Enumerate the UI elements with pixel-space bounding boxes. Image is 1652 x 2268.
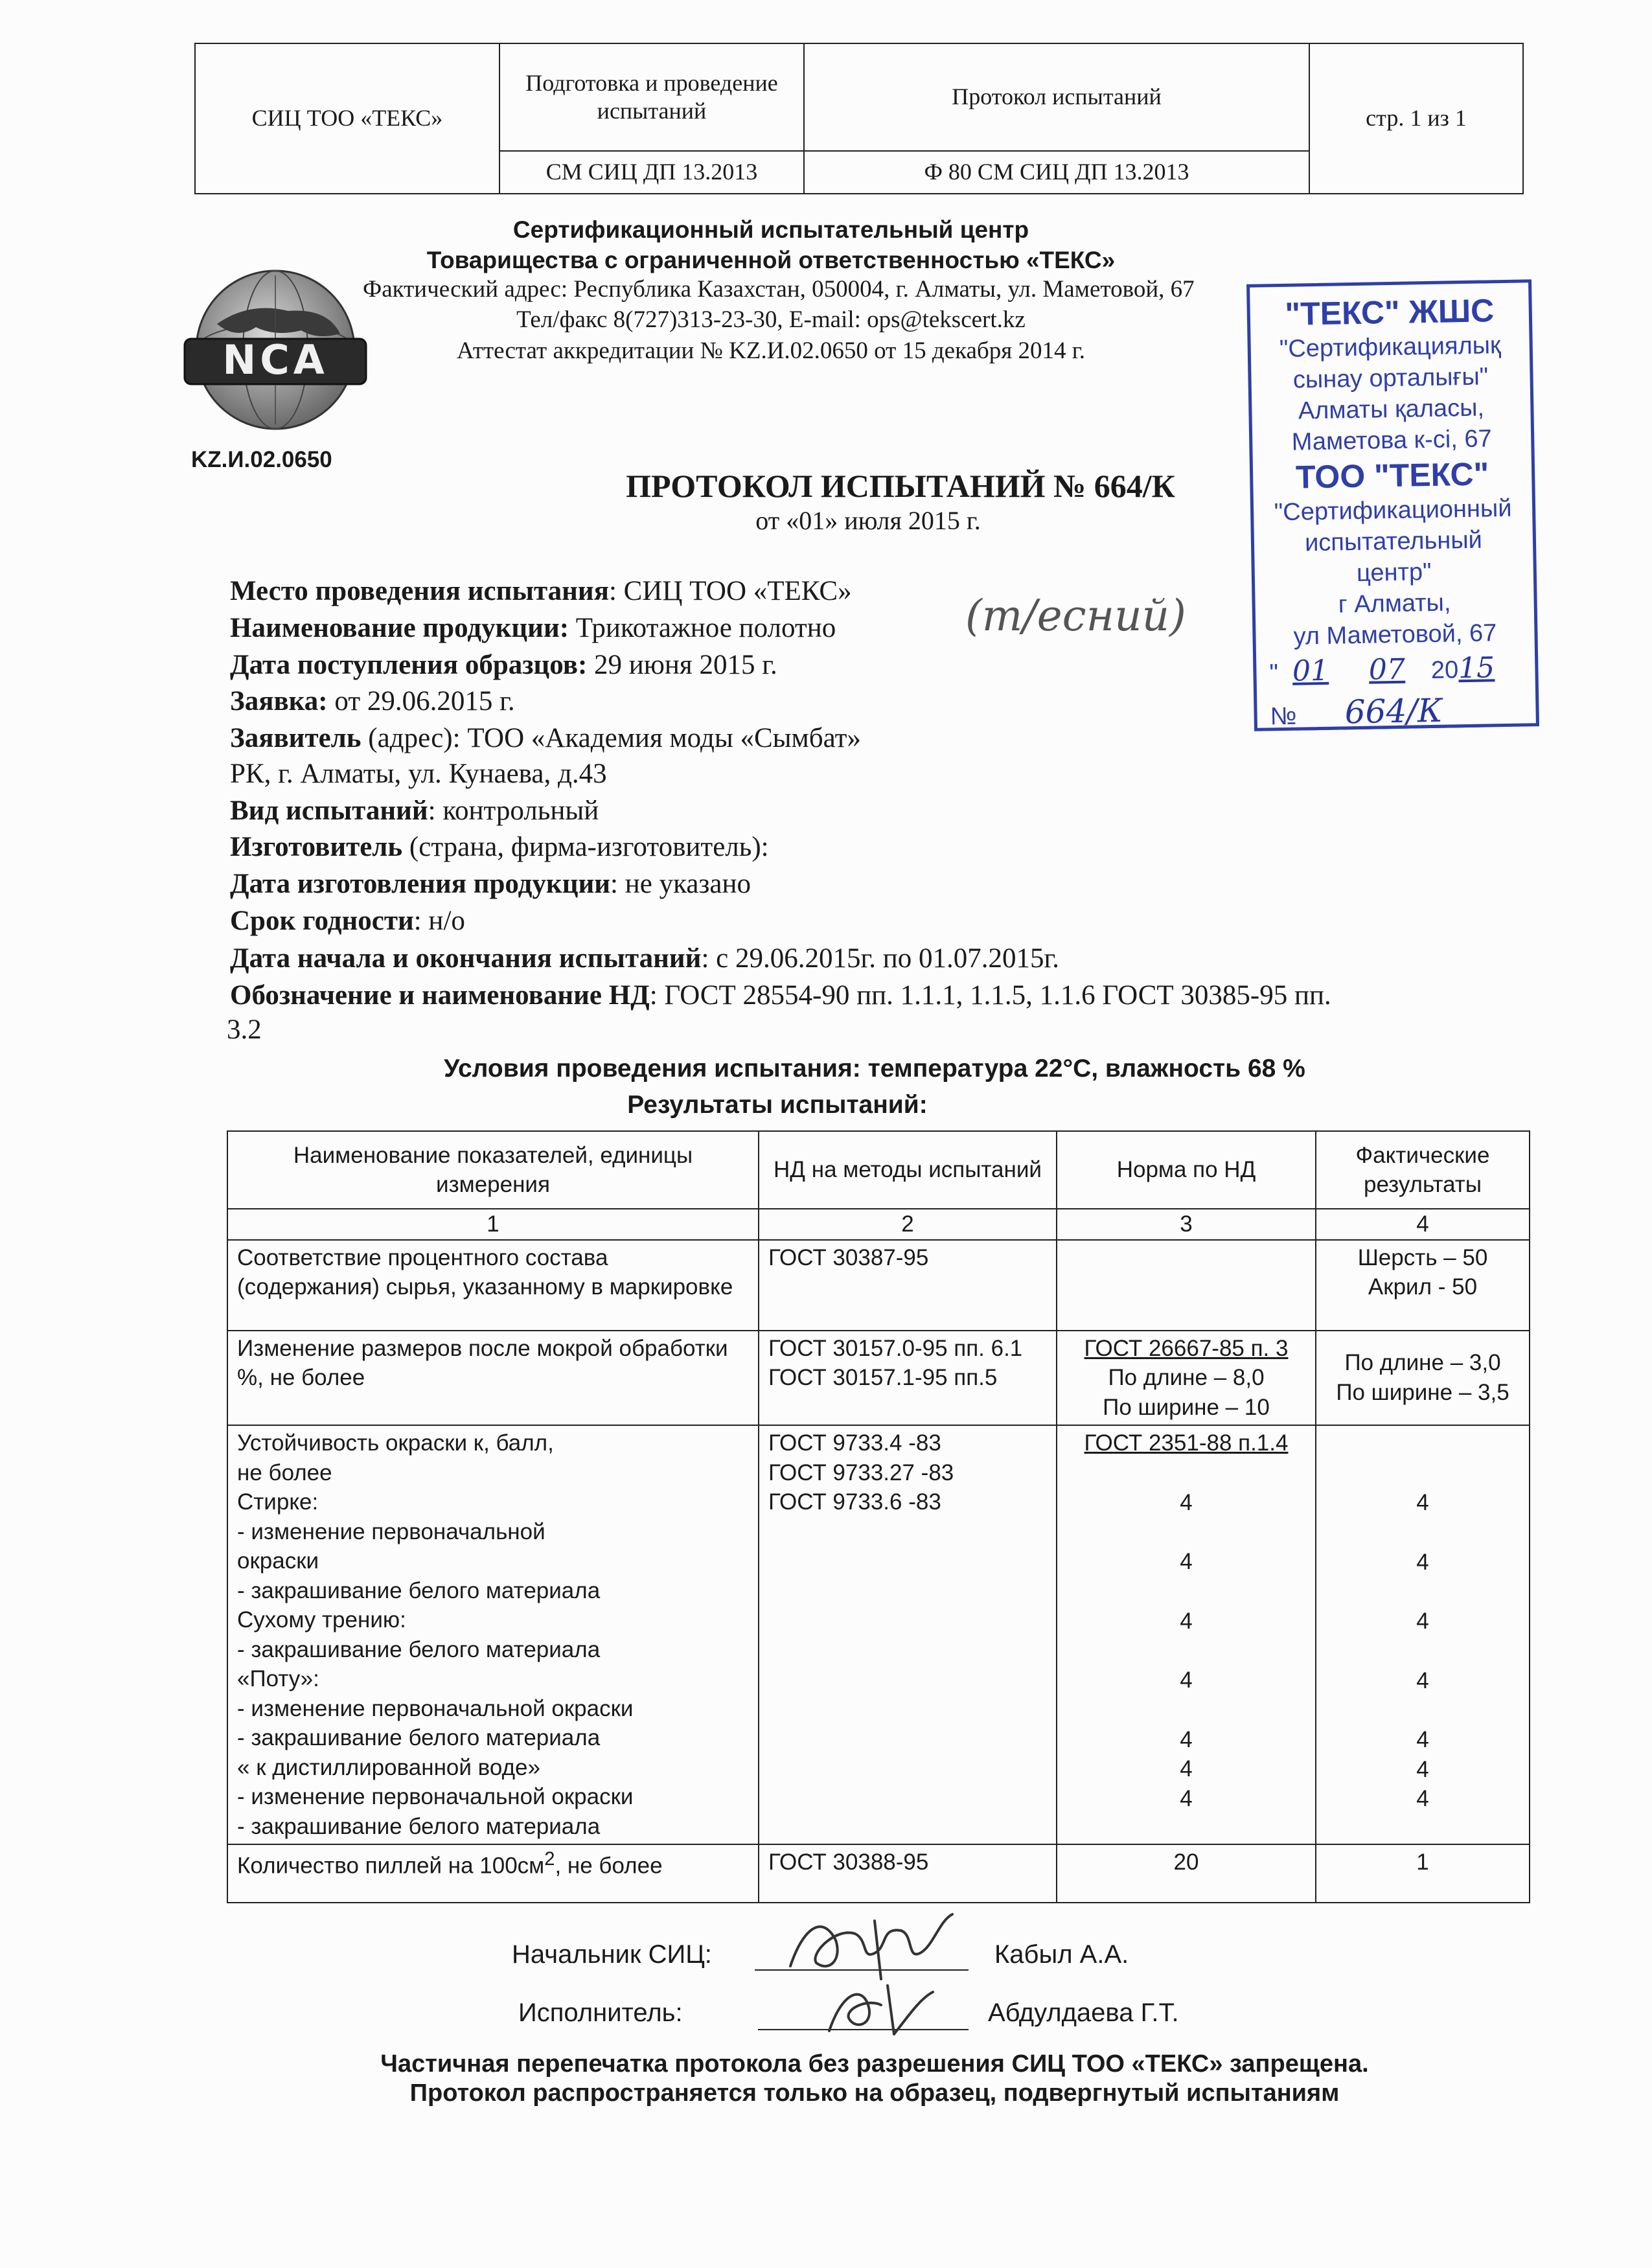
field-made-date: Дата изготовления продукции: не указано: [230, 869, 751, 899]
field-nd-continued: 3.2: [227, 1014, 262, 1045]
field-period: Дата начала и окончания испытаний: с 29.06.2015г. по 01.07.2015г.: [230, 943, 1060, 974]
organization-stamp: [1246, 279, 1539, 731]
stamp-number: № 664/К: [1257, 693, 1536, 732]
field-nd: Обозначение и наименование НД: ГОСТ 28554-90 пп. 1.1.1, 1.1.5, 1.1.6 ГОСТ 30385-95 пп.: [230, 980, 1331, 1011]
stamp-line-11: ул Маметовой, 67: [1293, 619, 1497, 650]
row2-result-2: По ширине – 3,5: [1336, 1379, 1509, 1405]
stamp-line-9: центр": [1356, 558, 1432, 587]
table-row: [227, 1240, 1530, 1331]
row4-norm: 20: [1057, 1844, 1316, 1903]
row3-norm: ГОСТ 2351-88 п.1.4 4 4 4 4 4 4 4: [1057, 1425, 1316, 1844]
org-line-1: Сертификационный испытательный центр: [512, 216, 1029, 243]
org-line-5: Аттестат аккредитации № KZ.И.02.0650 от 15 декабря 2014 г.: [456, 338, 1086, 364]
header-code-left: СМ СИЦ ДП 13.2013: [499, 151, 804, 194]
stamp-date: " 01 07 2015: [1269, 651, 1495, 688]
stamp-line-3: сынау орталығы": [1292, 363, 1489, 394]
protocol-title: ПРОТОКОЛ ИСПЫТАНИЙ № 664/К: [626, 468, 1175, 504]
head-signature-label: Начальник СИЦ:: [512, 1940, 712, 1969]
field-received: Дата поступления образцов: 29 июня 2015 г.: [230, 650, 777, 680]
row2-norm-ref: ГОСТ 26667-85 п. 3: [1084, 1335, 1289, 1361]
executor-signature-scribble: [816, 1973, 946, 2044]
field-place: Место проведения испытания: СИЦ ТОО «ТЕКС»: [230, 576, 852, 606]
stamp-line-1: "ТЕКС" ЖШС: [1284, 292, 1495, 332]
stamp-date-year: 15: [1458, 651, 1495, 685]
row2-norm-1: По длине – 8,0: [1108, 1365, 1265, 1390]
row2-method-1: ГОСТ 30157.0-95 пп. 6.1: [768, 1335, 1023, 1361]
results-table: [227, 1130, 1530, 1903]
test-conditions: Условия проведения испытания: температура 22°С, влажность 68 %: [444, 1055, 1305, 1082]
col-number: 4: [1316, 1209, 1530, 1240]
document-header-table: [194, 43, 1524, 194]
stamp-line-10: г Алматы,: [1338, 589, 1451, 619]
row4-name: Количество пиллей на $100см^2$, не более: [227, 1844, 759, 1903]
accreditation-code: KZ.И.02.0650: [191, 447, 332, 472]
field-applicant-address: РК, г. Алматы, ул. Кунаева, д.43: [230, 759, 607, 789]
row2-norm: [1057, 1331, 1316, 1426]
stamp-line-4: Алматы қаласы,: [1298, 394, 1485, 425]
header-doc-type: Протокол испытаний: [804, 43, 1309, 151]
col-number: 2: [759, 1209, 1057, 1240]
row2-method-2: ГОСТ 30157.1-95 пп.5: [768, 1365, 998, 1390]
table-column-numbers-row: [227, 1209, 1530, 1240]
table-row: [227, 1844, 1530, 1903]
org-line-2: Товарищества с ограниченной ответственностью «ТЕКС»: [426, 247, 1116, 273]
row1-method: ГОСТ 30387-95: [759, 1240, 1057, 1331]
row1-name: Соответствие процентного состава (содержания) сырья, указанному в маркировке: [227, 1240, 759, 1331]
org-line-3: Фактический адрес: Республика Казахстан, 050004, г. Алматы, ул. Маметовой, 67: [363, 276, 1195, 303]
table-row: [227, 1331, 1530, 1426]
logo-text: NCA: [222, 336, 328, 384]
stamp-number-value: 664/К: [1296, 694, 1491, 730]
row1-norm: [1057, 1240, 1316, 1331]
row2-norm-2: По ширине – 10: [1103, 1394, 1270, 1420]
stamp-line-5: Маметова к-сі, 67: [1291, 425, 1493, 456]
row1-result-1: Шерсть – 50: [1357, 1244, 1488, 1270]
row4-method: ГОСТ 30388-95: [759, 1844, 1057, 1903]
table-row: [227, 1425, 1530, 1844]
row3-results: 4 4 4 4 4 4 4: [1316, 1425, 1530, 1844]
table-header-result: Фактические результаты: [1316, 1131, 1530, 1209]
field-applicant: Заявитель (адрес): ТОО «Академия моды «Сымбат»: [230, 723, 861, 753]
field-request: Заявка: от 29.06.2015 г.: [230, 686, 515, 716]
row4-result: 1: [1316, 1844, 1530, 1903]
stamp-line-8: испытательный: [1304, 526, 1483, 557]
table-header-name: Наименование показателей, единицы измерения: [227, 1131, 759, 1209]
header-code-right: Ф 80 СМ СИЦ ДП 13.2013: [804, 151, 1309, 194]
executor-signature-label: Исполнитель:: [518, 1999, 683, 2027]
stamp-date-month: 07: [1368, 652, 1406, 687]
row2-name: Изменение размеров после мокрой обработки %, не более: [227, 1331, 759, 1426]
stamp-line-6: ТОО "ТЕКС": [1295, 455, 1489, 496]
nca-globe-logo: [178, 262, 373, 437]
row2-method: [759, 1331, 1057, 1426]
stamp-line-7: "Сертификационный: [1274, 494, 1512, 527]
field-maker: Изготовитель (страна, фирма-изготовитель):: [230, 832, 769, 862]
row2-result: [1316, 1331, 1530, 1426]
field-shelf-life: Срок годности: н/о: [230, 906, 465, 936]
org-line-4: Тел/факс 8(727)313-23-30, E-mail: ops@tekscert.kz: [516, 306, 1026, 333]
stamp-date-day: 01: [1292, 654, 1329, 688]
field-test-type: Вид испытаний: контрольный: [230, 796, 599, 826]
header-process: Подготовка и проведение испытаний: [499, 43, 804, 151]
table-header-row: [227, 1131, 1530, 1209]
results-title: Результаты испытаний:: [627, 1091, 928, 1119]
footer-line-2: Протокол распространяется только на образец, подвергнутый испытаниям: [409, 2079, 1340, 2107]
stamp-line-2: "Сертификациялық: [1279, 332, 1501, 363]
row1-result-2: Акрил - 50: [1368, 1274, 1478, 1300]
row3-norm-ref: ГОСТ 2351-88 п.1.4: [1084, 1430, 1289, 1456]
row3-name: Устойчивость окраски к, балл, не более Стирке: - изменение первоначальной окраски - закрашивание белого материала Сухому трению: - закрашивание белого материала «Поту»: - изменение первоначальной окраски - закрашивание белого материала « к дистиллированной воде» - изменение первоначальной окраски - закрашивание белого материала: [227, 1425, 759, 1844]
row1-result: [1316, 1240, 1530, 1331]
row3-methods: ГОСТ 9733.4 -83 ГОСТ 9733.27 -83 ГОСТ 9733.6 -83: [759, 1425, 1057, 1844]
head-signature-name: Кабыл А.А.: [994, 1940, 1129, 1969]
header-org: СИЦ ТОО «ТЕКС»: [195, 43, 499, 194]
table-header-norm: Норма по НД: [1057, 1131, 1316, 1209]
table-header-method: НД на методы испытаний: [759, 1131, 1057, 1209]
col-number: 3: [1057, 1209, 1316, 1240]
product-handwritten-note: (т/есний): [965, 591, 1186, 641]
header-page: стр. 1 из 1: [1309, 43, 1523, 194]
col-number: 1: [227, 1209, 759, 1240]
footer-line-1: Частичная перепечатка протокола без разрешения СИЦ ТОО «ТЕКС» запрещена.: [380, 2050, 1369, 2078]
row2-result-1: По длине – 3,0: [1344, 1350, 1501, 1376]
field-product: Наименование продукции: Трикотажное полотно: [230, 613, 836, 643]
executor-signature-name: Абдулдаева Г.Т.: [988, 1999, 1179, 2027]
protocol-date: от «01» июля 2015 г.: [755, 506, 981, 535]
